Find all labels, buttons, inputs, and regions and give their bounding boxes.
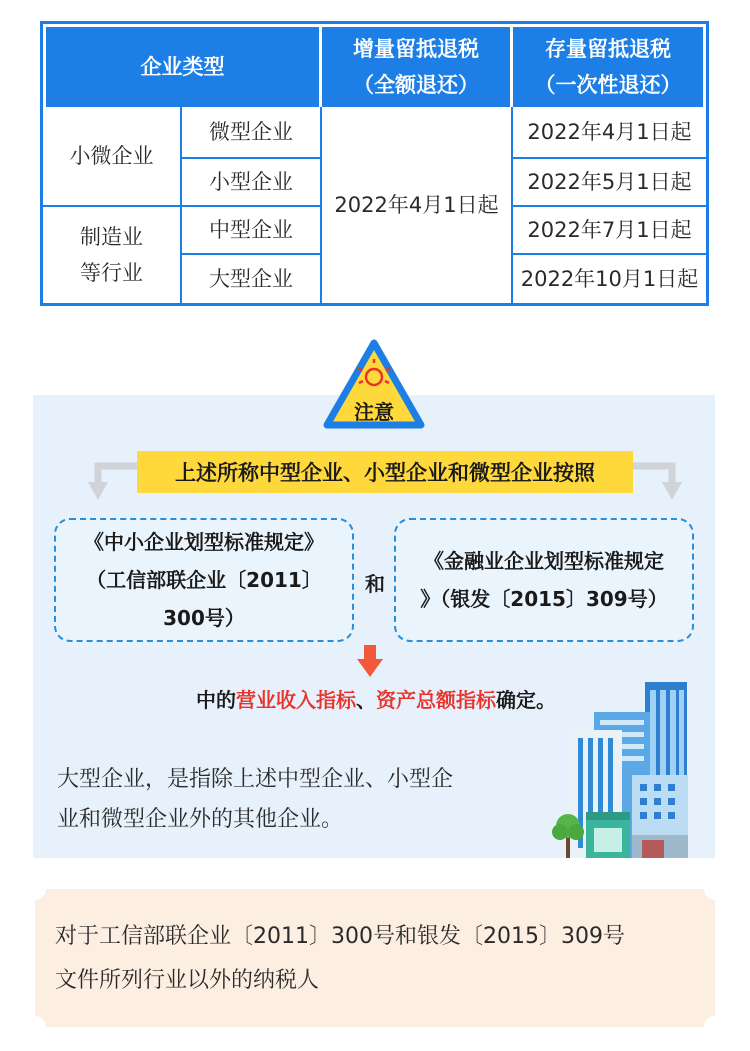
- ticket-line1: 对于工信部联企业〔2011〕300号和银发〔2015〕309号: [55, 924, 625, 949]
- group-manufacturing: [43, 207, 180, 303]
- stock-date-large: [513, 255, 706, 303]
- header-stock-refund: [513, 27, 703, 107]
- group-label-line2: 等行业: [80, 261, 143, 285]
- group-label: 小微企业: [69, 144, 154, 168]
- header-enterprise-type-label: 企业类型: [140, 55, 225, 79]
- row-type-micro: [182, 107, 320, 157]
- enterprise-type-label: 大型企业: [209, 267, 293, 291]
- header-enterprise-type: [46, 27, 319, 107]
- ticket-note: [35, 889, 715, 1027]
- header-incremental-line1: 增量留抵退税: [353, 37, 479, 61]
- ticket-line2: 文件所列行业以外的纳税人: [55, 968, 320, 993]
- incremental-date-label: 2022年4月1日起: [334, 193, 499, 217]
- warning-label: 注意: [354, 400, 394, 424]
- right-gray-arrow-icon: [632, 462, 684, 504]
- stock-date-label: 2022年10月1日起: [520, 267, 699, 291]
- incremental-date: [322, 107, 511, 303]
- red-down-arrow-icon: [357, 645, 383, 679]
- sme-standard-doc: （工信部联企业〔2011〕: [86, 568, 322, 592]
- header-incremental-line2: （全额退还）: [353, 73, 479, 97]
- header-incremental-refund: [322, 27, 510, 107]
- group-small-micro: [43, 107, 180, 205]
- criteria-prefix: 中的: [196, 688, 236, 712]
- stock-date-micro: [513, 107, 706, 157]
- criteria-sentence: [146, 684, 606, 713]
- highlight-text: 上述所称中型企业、小型企业和微型企业按照: [175, 461, 595, 485]
- group-label: 制造业: [80, 225, 143, 249]
- large-enterprise-description: [57, 760, 542, 840]
- row-type-medium: [182, 207, 320, 253]
- sme-standard-number: 300号）: [163, 606, 245, 630]
- tax-refund-table: [40, 21, 709, 306]
- row-type-large: [182, 255, 320, 303]
- criteria-sep: 、: [356, 688, 376, 712]
- header-stock-line1: 存量留抵退税: [545, 37, 671, 61]
- enterprise-type-label: 中型企业: [209, 218, 293, 242]
- row-type-small: [182, 159, 320, 205]
- and-connector: 和: [365, 572, 385, 596]
- enterprise-type-label: 小型企业: [209, 170, 293, 194]
- highlight-banner: [137, 451, 633, 493]
- stock-date-label: 2022年4月1日起: [527, 120, 692, 144]
- stock-date-label: 2022年5月1日起: [527, 170, 692, 194]
- large-desc-line1: 大型企业，是指除上述中型企业、小型企: [57, 767, 454, 792]
- finance-standard-title: 《金融业企业划型标准规定: [423, 549, 664, 573]
- city-buildings-icon: [550, 680, 695, 858]
- criteria-revenue: 营业收入指标: [236, 688, 356, 712]
- stock-date-medium: [513, 207, 706, 253]
- standard-box-sme: [54, 518, 354, 642]
- standard-box-finance: [394, 518, 694, 642]
- ticket-text: [55, 915, 705, 1003]
- header-stock-line2: （一次性退还）: [534, 73, 682, 97]
- criteria-assets: 资产总额指标: [376, 688, 496, 712]
- sme-standard-title: 《中小企业划型标准规定》: [84, 530, 324, 554]
- criteria-suffix: 确定。: [496, 688, 556, 712]
- large-desc-line2: 业和微型企业外的其他企业。: [57, 807, 344, 832]
- enterprise-type-label: 微型企业: [209, 120, 293, 144]
- finance-standard-doc: 》（银发〔2015〕309号）: [420, 587, 668, 611]
- left-gray-arrow-icon: [86, 462, 138, 504]
- stock-date-small: [513, 159, 706, 205]
- stock-date-label: 2022年7月1日起: [527, 218, 692, 242]
